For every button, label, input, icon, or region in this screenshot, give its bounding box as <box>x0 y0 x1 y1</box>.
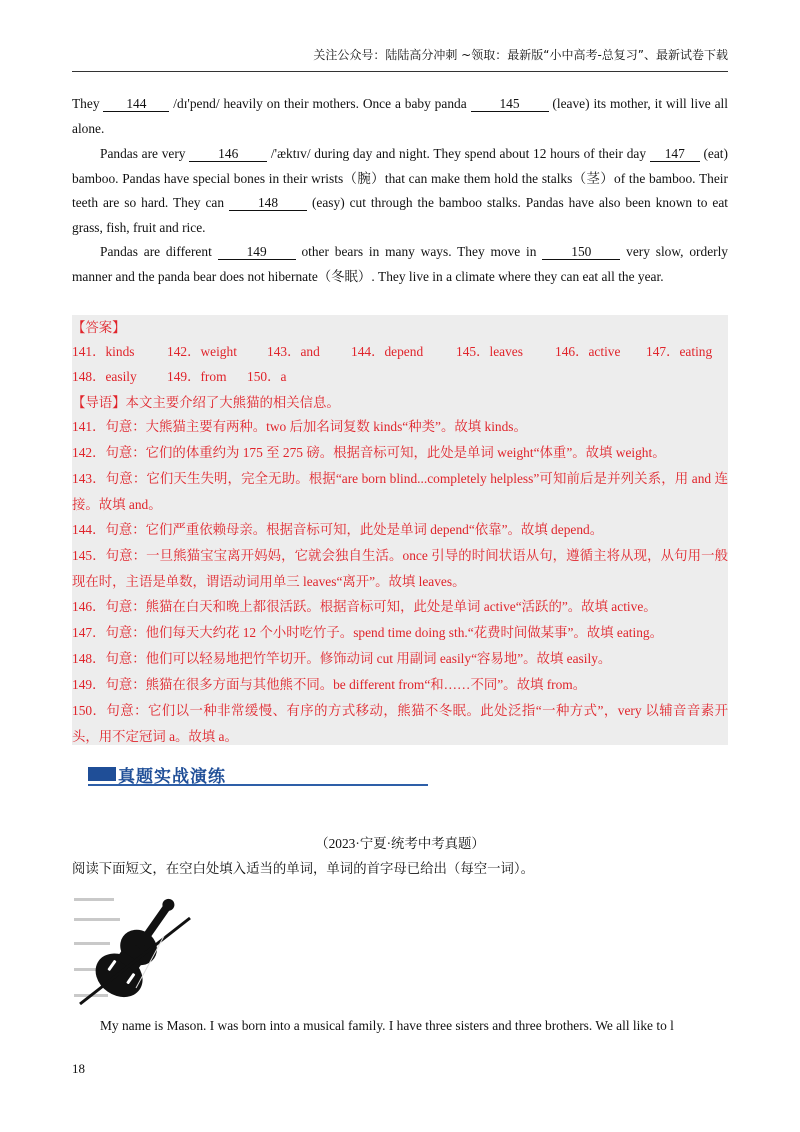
banner-bar <box>88 767 116 781</box>
header-rule <box>72 71 728 72</box>
answer-item: 143．and <box>267 344 320 359</box>
blank-147: 147 <box>650 146 700 162</box>
explanation-149: 149．句意：熊猫在很多方面与其他熊不同。be different from“和……不同”。故填 from。 <box>72 677 587 692</box>
answer-guide: 【导语】本文主要介绍了大熊猫的相关信息。 <box>72 395 340 410</box>
blank-150: 150 <box>542 244 620 260</box>
section-title: 真题实战演练 <box>118 767 226 787</box>
passage-paragraph-3: Pandas are different 149 other bears in many ways. They move in 150 very slow, orderly manner and the panda bear does not hibernate（冬眠）. They live in a climate where they can eat all the year. <box>72 244 729 284</box>
explanation-142: 142．句意：它们的体重约为 175 至 275 磅。根据音标可知，此处是单词 weight“体重”。故填 weight。 <box>72 445 666 460</box>
explanation-145: 145．句意：一旦熊猫宝宝离开妈妈，它就会独自生活。once 引导的时间状语从句，遵循主将从现，从句用一般现在时，主语是单数，谓语动词用单三 leaves“离开”。故填 leaves。 <box>72 548 728 589</box>
explanation-148: 148．句意：他们可以轻易地把竹竿切开。修饰动词 cut 用副词 easily“容易地”。故填 easily。 <box>72 651 612 666</box>
blank-149: 149 <box>218 244 296 260</box>
blank-144: 144 <box>103 96 169 112</box>
answer-item: 149．from <box>167 369 227 384</box>
passage-paragraph-1: They 144 /dɪ'pend/ heavily on their mothers. Once a baby panda 145 (leave) its mother, it will live all alone. <box>72 96 728 136</box>
answer-item: 144．depend <box>351 344 424 359</box>
answer-item: 150．a <box>247 369 287 384</box>
blank-145: 145 <box>471 96 549 112</box>
explanation-146: 146．句意：熊猫在白天和晚上都很活跃。根据音标可知，此处是单词 active“活跃的”。故填 active。 <box>72 599 657 614</box>
exercise-instruction: 阅读下面短文，在空白处填入适当的单词，单词的首字母已给出（每空一词）。 <box>72 861 534 876</box>
answer-item: 146．active <box>555 344 621 359</box>
answer-item: 141．kinds <box>72 344 135 359</box>
answer-item: 142．weight <box>167 344 237 359</box>
banner-underline <box>88 784 428 786</box>
blank-148: 148 <box>229 195 307 211</box>
exercise-source: （2023·宁夏·统考中考真题） <box>315 836 485 851</box>
explanation-150: 150．句意：它们以一种非常缓慢、有序的方式移动，熊猫不冬眠。此处泛指“一种方式”，very 以辅音音素开头，用不定冠词 a。故填 a。 <box>72 703 728 744</box>
page-number: 18 <box>72 1061 85 1076</box>
section-banner <box>88 762 428 788</box>
blank-146: 146 <box>189 146 267 162</box>
answer-row-1 <box>72 339 728 365</box>
exercise-passage-start: My name is Mason. I was born into a musical family. I have three sisters and three brothers. We all like to l <box>100 1018 674 1033</box>
answer-item: 145．leaves <box>456 344 523 359</box>
explanation-144: 144．句意：它们严重依赖母亲。根据音标可知，此处是单词 depend“依靠”。故填 depend。 <box>72 522 604 537</box>
answer-row-2 <box>72 364 728 390</box>
explanation-143: 143．句意：它们天生失明，完全无助。根据“are born blind...completely helpless”可知前后是并列关系，用 and 连接。故填 and。 <box>72 471 728 512</box>
explanation-141: 141．句意：大熊猫主要有两种。two 后加名词复数 kinds“种类”。故填 kinds。 <box>72 419 527 434</box>
answer-item: 148．easily <box>72 369 137 384</box>
explanation-147: 147．句意：他们每天大约花 12 个小时吃竹子。spend time doing sth.“花费时间做某事”。故填 eating。 <box>72 625 664 640</box>
page-header: 关注公众号：陆陆高分冲刺 ~领取：最新版“小中高考-总复习”、最新试卷下载 <box>313 48 728 62</box>
violin-image <box>72 884 197 1009</box>
violin-icon <box>72 884 197 1009</box>
answer-title: 【答案】 <box>72 320 126 335</box>
answer-item: 147．eating <box>646 344 713 359</box>
passage-paragraph-2: Pandas are very 146 /'æktɪv/ during day and night. They spend about 12 hours of their day 147 (eat) bamboo. Pandas have special bones in their wrists（腕）that can make them hold the stalks（茎）of the bamboo. Their teeth are so hard. They can 148 (easy) cut through the bamboo stalks. Pandas have also been known to eat grass, fish, fruit and rice. <box>72 146 728 235</box>
